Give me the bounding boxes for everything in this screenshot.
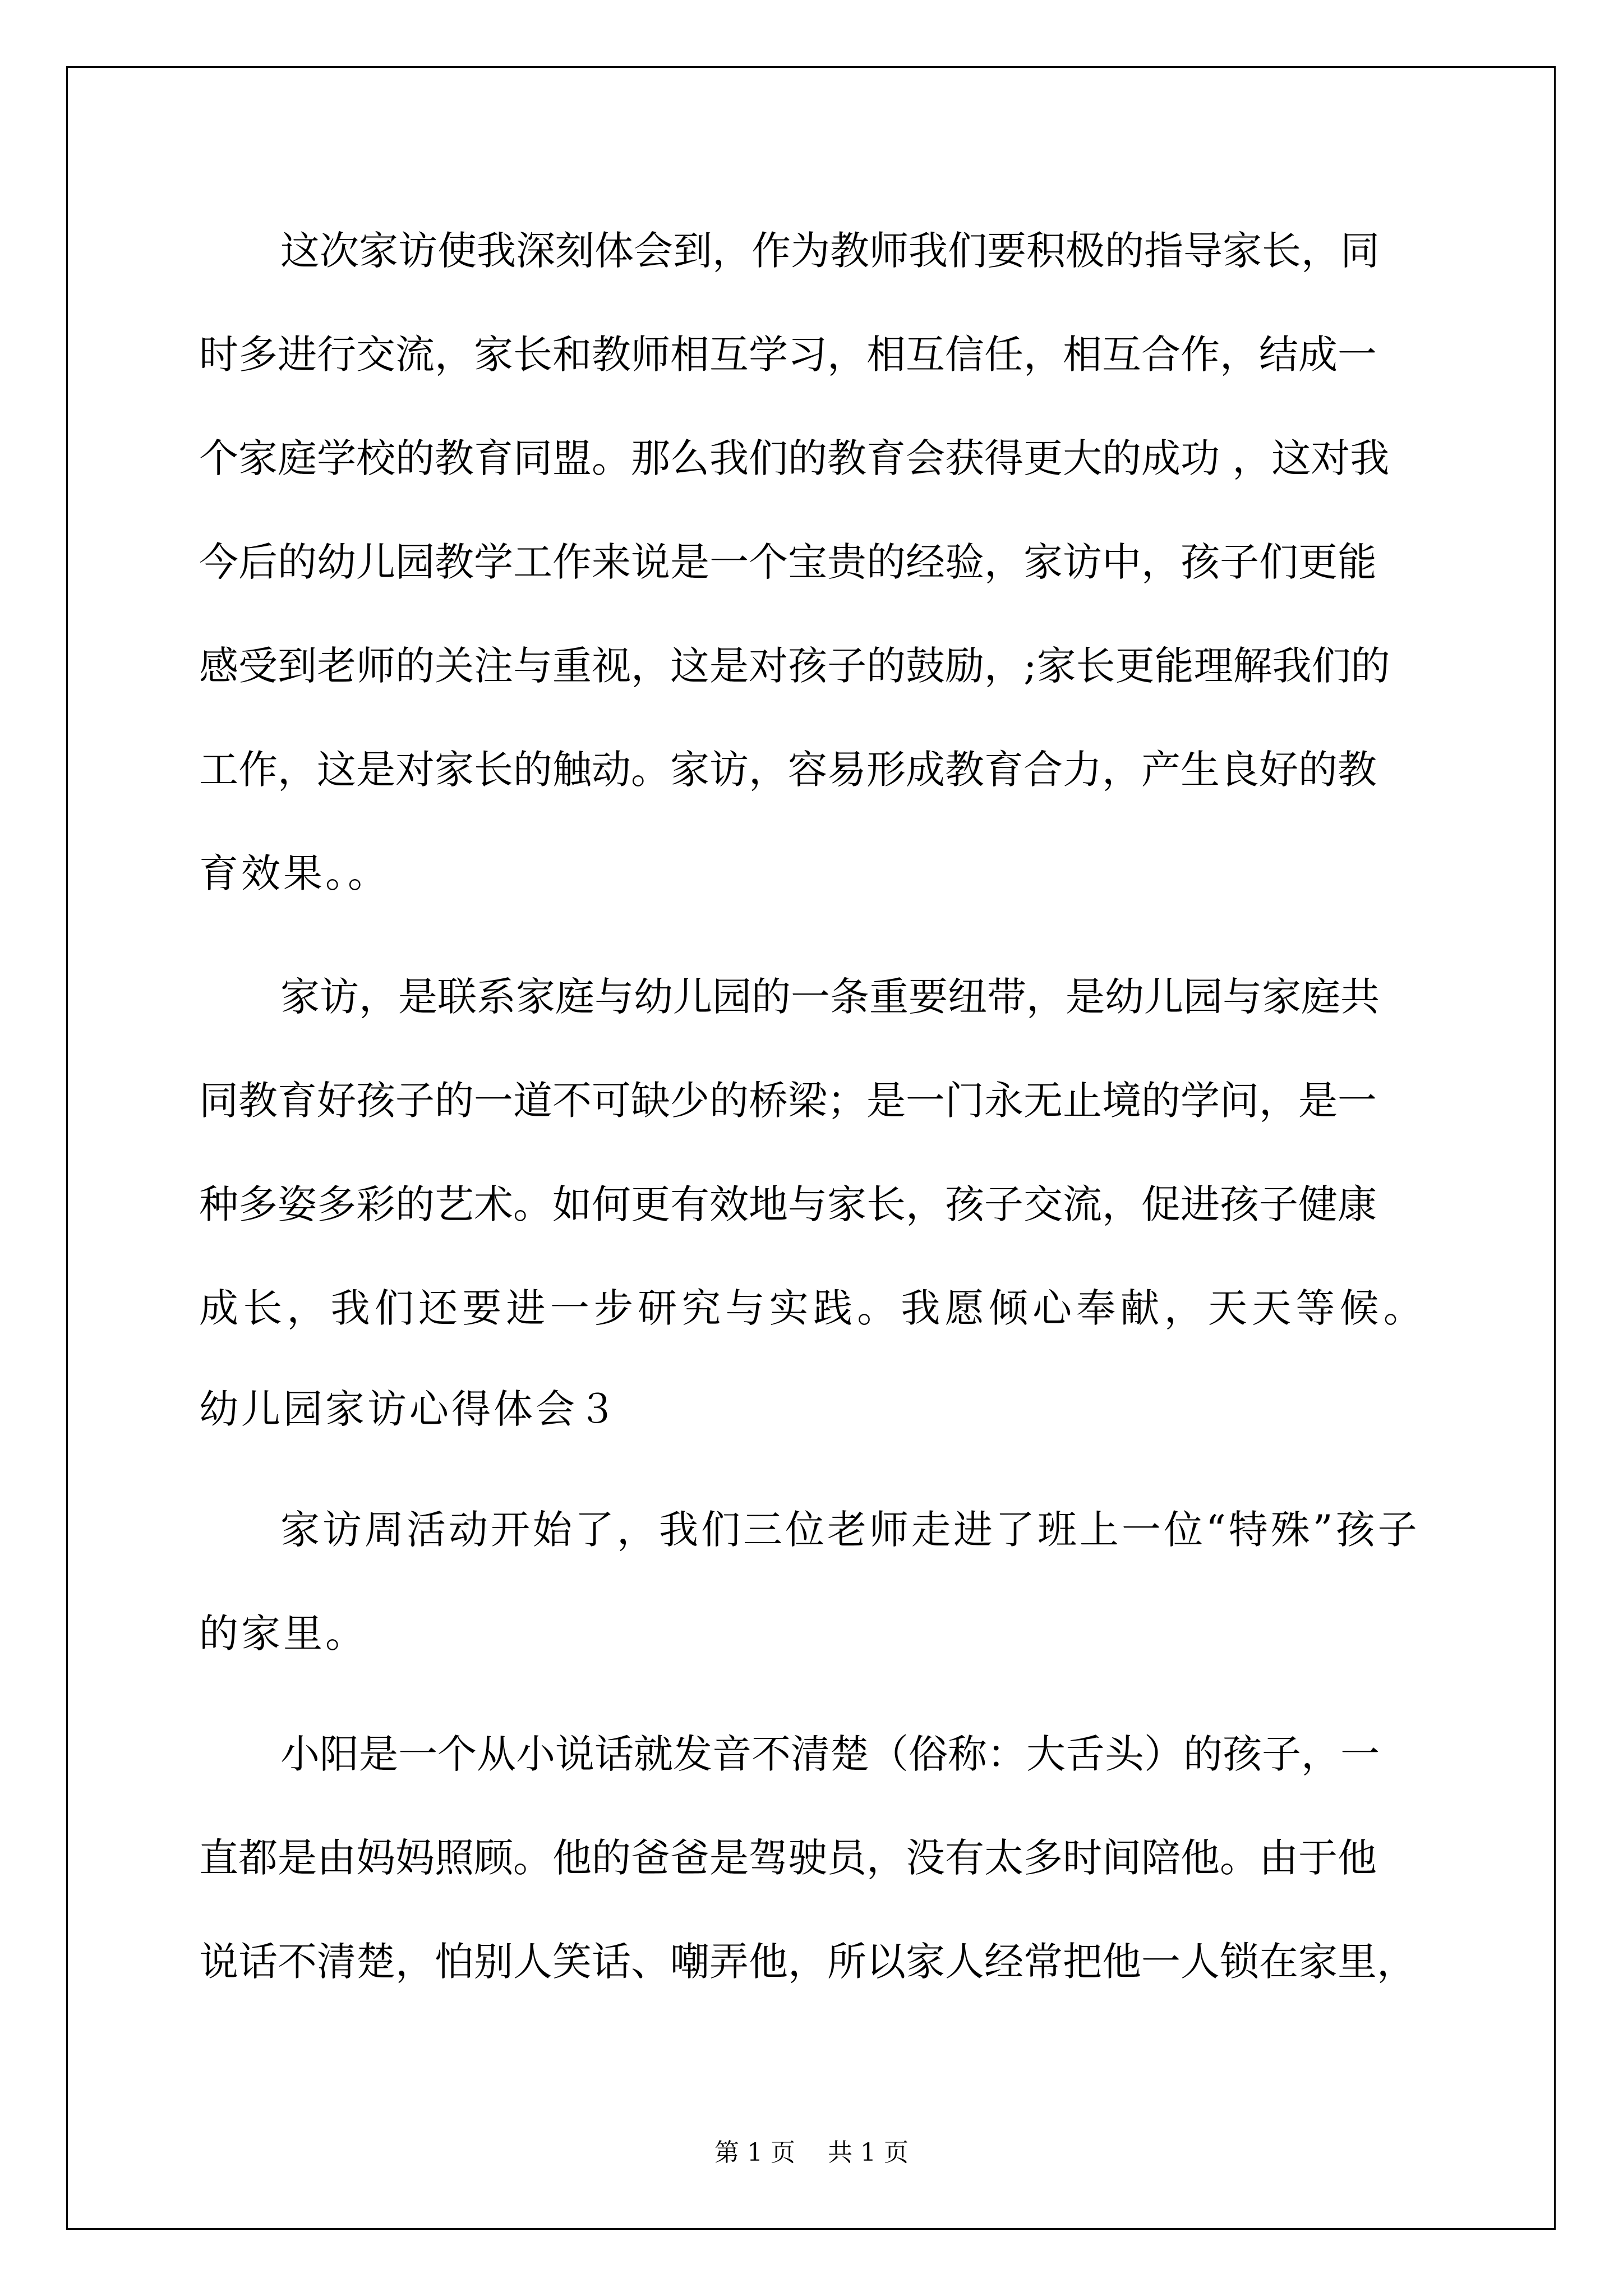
text-line: 家访周活动开始了，我们三位老师走进了班上一位“特殊”孩子	[280, 1507, 1420, 1553]
text-line: 今后的幼儿园教学工作来说是一个宝贵的经验，家访中，孩子们更能	[199, 539, 1377, 585]
text-line: 成长，我们还要进一步研究与实践。我愿倾心奉献，天天等候。	[199, 1285, 1427, 1331]
text-line: 育效果。。	[199, 850, 390, 896]
text-line: 时多进行交流，家长和教师相互学习，相互信任，相互合作，结成一	[199, 332, 1377, 378]
text-line: 说话不清楚，怕别人笑话、嘲弄他，所以家人经常把他一人锁在家里，	[199, 1939, 1416, 1985]
page-footer: 第 1 页 共 1 页	[714, 2138, 909, 2167]
text-line: 同教育好孩子的一道不可缺少的桥梁；是一门永无止境的学问，是一	[199, 1078, 1377, 1124]
text-line: 这次家访使我深刻体会到，作为教师我们要积极的指导家长，同	[280, 228, 1380, 274]
text-line: 的家里。	[199, 1611, 367, 1657]
text-line: 小阳是一个从小说话就发音不清楚（俗称：大舌头）的孩子，一	[280, 1731, 1380, 1777]
section-heading: 幼儿园家访心得体会３	[199, 1386, 620, 1432]
text-line: 工作，这是对家长的触动。家访，容易形成教育合力，产生良好的教	[199, 747, 1377, 793]
page-border	[66, 66, 1556, 2230]
text-line: 感受到老师的关注与重视，这是对孩子的鼓励，;家长更能理解我们的	[199, 643, 1390, 689]
text-line: 种多姿多彩的艺术。如何更有效地与家长，孩子交流，促进孩子健康	[199, 1181, 1377, 1227]
text-line: 家访，是联系家庭与幼儿园的一条重要纽带，是幼儿园与家庭共	[280, 974, 1380, 1020]
text-line: 个家庭学校的教育同盟。那么我们的教育会获得更大的成功 ，这对我	[199, 435, 1390, 481]
text-line: 直都是由妈妈照顾。他的爸爸是驾驶员，没有太多时间陪他。由于他	[199, 1835, 1377, 1881]
